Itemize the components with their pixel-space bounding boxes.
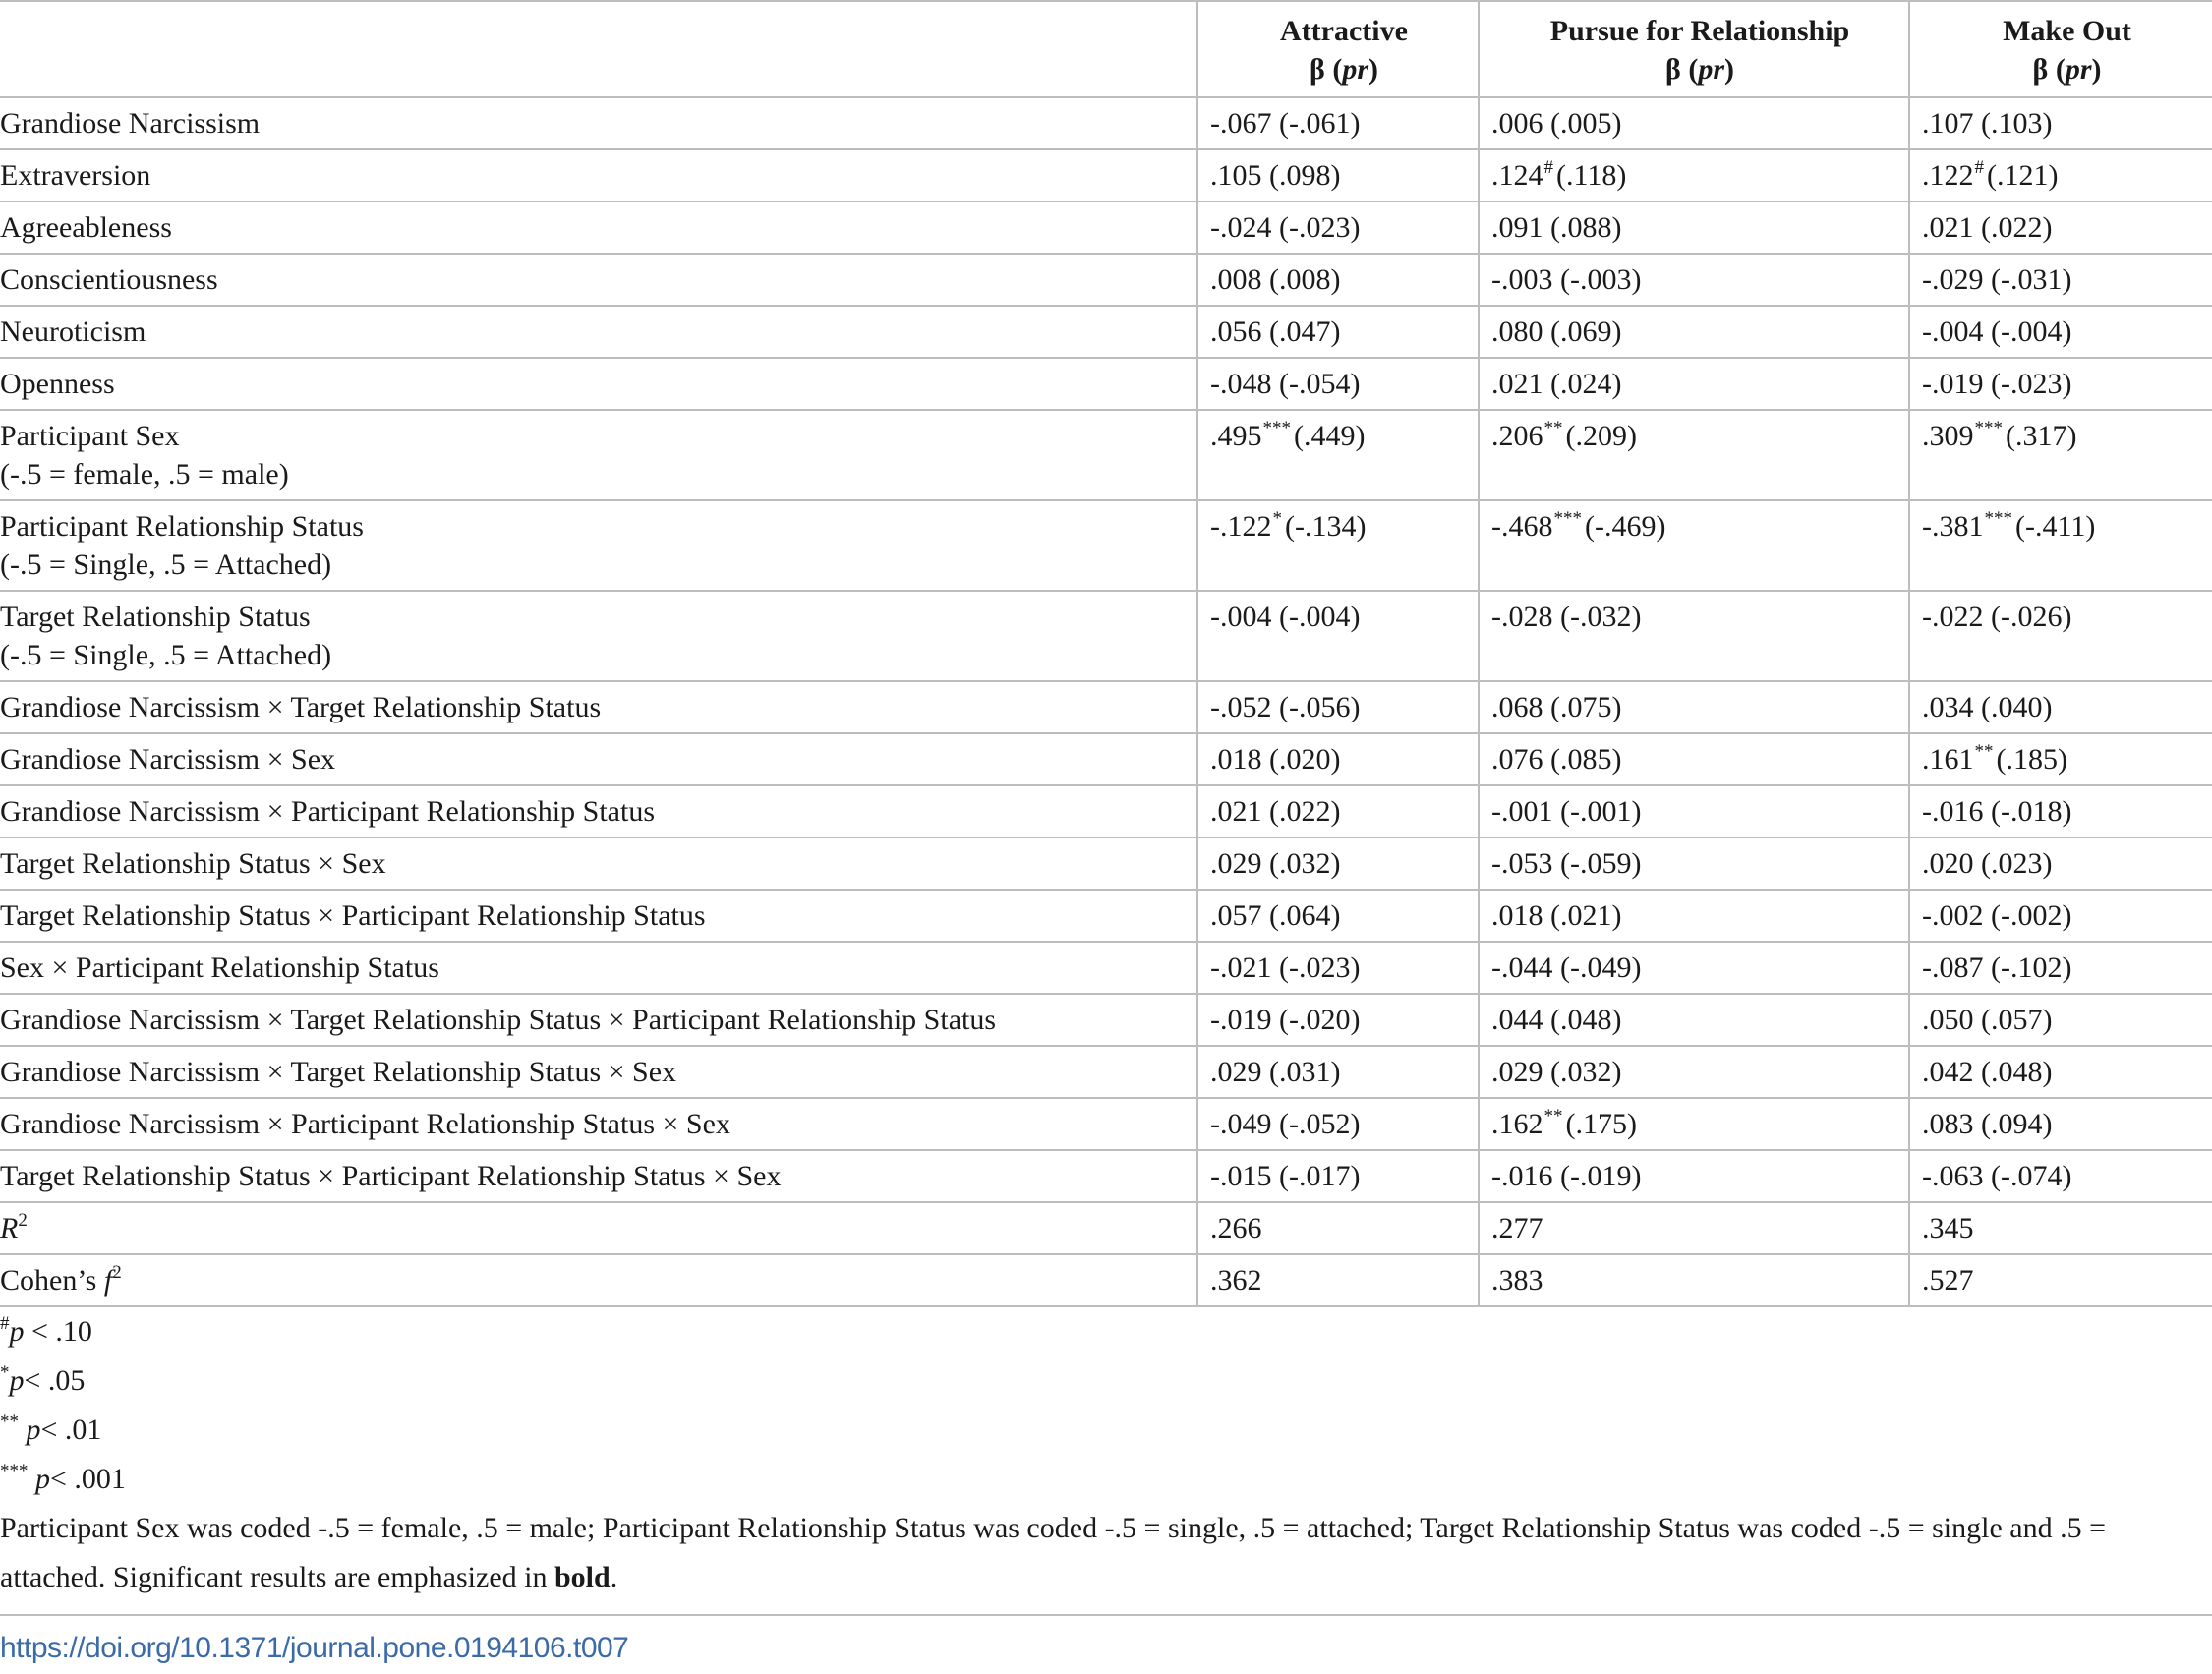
- table-cell: .527: [1909, 1254, 2212, 1306]
- cohens-f2-row: [0, 1254, 2212, 1306]
- stat-paren: pr: [2065, 53, 2092, 86]
- beta-value: .021: [1491, 368, 1543, 400]
- r2-superscript: 2: [18, 1210, 28, 1231]
- partial-r-value: (-.002): [1991, 899, 2072, 932]
- partial-r-value: (-.023): [1279, 211, 1361, 244]
- beta-value: -.004: [1922, 316, 1984, 348]
- footer-divider: [0, 1614, 2212, 1616]
- threshold-text: < .05: [24, 1364, 86, 1397]
- beta-value: .018: [1210, 743, 1262, 776]
- table-row: [0, 994, 2212, 1046]
- column-stat: β (pr): [1310, 53, 1378, 86]
- table-cell: [1479, 1046, 1909, 1098]
- doi-link[interactable]: https://doi.org/10.1371/journal.pone.0194106.t007: [0, 1632, 629, 1664]
- table-cell: [1909, 358, 2212, 410]
- beta-value: .107: [1922, 107, 1974, 140]
- column-header-make-out: [1909, 1, 2212, 97]
- significance-marker: **: [1543, 418, 1563, 438]
- table-cell: [1909, 890, 2212, 942]
- partial-r-value: (.024): [1550, 368, 1622, 400]
- partial-r-value: (.103): [1981, 107, 2053, 140]
- significance-marker: ***: [1262, 418, 1291, 438]
- row-label-text: Grandiose Narcissism: [0, 107, 261, 140]
- table-cell: [1197, 591, 1479, 681]
- header-row: [0, 1, 2212, 97]
- table-cell: [1479, 733, 1909, 785]
- p-symbol: p: [9, 1315, 25, 1348]
- threshold-text: < .10: [24, 1315, 92, 1348]
- row-label-text: Grandiose Narcissism × Sex: [0, 743, 336, 776]
- beta-value: -.019: [1922, 368, 1984, 400]
- beta-value: -.016: [1922, 795, 1984, 828]
- row-label: [0, 202, 1197, 254]
- table-row: [0, 254, 2212, 306]
- partial-r-value: (-.049): [1560, 952, 1642, 984]
- table-cell: [1909, 202, 2212, 254]
- header-corner: [0, 1, 1197, 97]
- row-sublabel: (-.5 = Single, .5 = Attached): [0, 639, 332, 671]
- beta-value: -.001: [1491, 795, 1553, 828]
- row-label: [0, 1046, 1197, 1098]
- table-cell: [1909, 1098, 2212, 1150]
- partial-r-value: (-.019): [1560, 1160, 1642, 1192]
- partial-r-value: (-.004): [1991, 316, 2072, 348]
- row-label-text: Conscientiousness: [0, 263, 218, 296]
- beta-value: .018: [1491, 899, 1543, 932]
- table-row: [0, 591, 2212, 681]
- beta-value: .124: [1491, 159, 1543, 192]
- beta-value: .057: [1210, 899, 1262, 932]
- table-cell: .277: [1479, 1202, 1909, 1254]
- significance-marker: #: [1543, 157, 1553, 178]
- significance-marker: *: [1272, 508, 1282, 529]
- significance-marker: ***: [1984, 508, 2012, 529]
- row-label: [0, 591, 1197, 681]
- note-marker: **: [0, 1412, 19, 1432]
- row-label: [0, 681, 1197, 733]
- stat-symbol: β: [1310, 53, 1325, 86]
- partial-r-value: (.175): [1565, 1108, 1637, 1140]
- row-sublabel: (-.5 = Single, .5 = Attached): [0, 548, 332, 581]
- p-symbol: p: [9, 1364, 25, 1397]
- table-cell: [1197, 149, 1479, 202]
- row-label: [0, 1098, 1197, 1150]
- row-label: [0, 942, 1197, 994]
- table-cell: [1479, 890, 1909, 942]
- table-cell: [1197, 994, 1479, 1046]
- beta-value: -.053: [1491, 847, 1553, 880]
- coding-text: Participant Sex was coded -.5 = female, .5 = male; Participant Relationship Status was coded -.5 = single, .5 = attached; Target Relationship Status was coded -.5 = single and .5 = attached. Significant results are emphasized in: [0, 1512, 2107, 1593]
- row-label-text: Grandiose Narcissism × Participant Relationship Status: [0, 795, 655, 828]
- note-marker: #: [0, 1313, 10, 1334]
- partial-r-value: (.047): [1269, 316, 1341, 348]
- table-cell: [1479, 97, 1909, 149]
- beta-value: .029: [1491, 1056, 1543, 1088]
- partial-r-value: (.069): [1550, 316, 1622, 348]
- partial-r-value: (-.026): [1991, 601, 2072, 633]
- partial-r-value: (.032): [1550, 1056, 1622, 1088]
- beta-value: -.468: [1491, 510, 1553, 543]
- partial-r-value: (.031): [1269, 1056, 1341, 1088]
- row-label-text: Grandiose Narcissism × Participant Relationship Status × Sex: [0, 1108, 730, 1140]
- table-cell: [1479, 785, 1909, 837]
- partial-r-value: (-.411): [2015, 510, 2096, 543]
- row-sublabel: (-.5 = female, .5 = male): [0, 458, 289, 491]
- row-label: [0, 1150, 1197, 1202]
- beta-value: .162: [1491, 1108, 1543, 1140]
- table-cell: [1197, 97, 1479, 149]
- table-cell: [1479, 681, 1909, 733]
- partial-r-value: (.121): [1987, 159, 2059, 192]
- partial-r-value: (.021): [1550, 899, 1622, 932]
- beta-value: .050: [1922, 1004, 1974, 1036]
- row-label-text: Neuroticism: [0, 316, 146, 348]
- table-cell: [1479, 149, 1909, 202]
- table-cell: [1197, 1098, 1479, 1150]
- table-cell: [1909, 733, 2212, 785]
- partial-r-value: (.005): [1550, 107, 1622, 140]
- beta-value: .161: [1922, 743, 1974, 776]
- table-row: [0, 306, 2212, 358]
- table-cell: [1479, 837, 1909, 890]
- r2-symbol: R: [0, 1212, 19, 1244]
- partial-r-value: (-.134): [1285, 510, 1367, 543]
- partial-r-value: (-.074): [1991, 1160, 2072, 1192]
- partial-r-value: (-.020): [1279, 1004, 1361, 1036]
- row-label-text: Target Relationship Status × Participant Relationship Status: [0, 899, 706, 932]
- table-cell: .362: [1197, 1254, 1479, 1306]
- p-symbol: p: [28, 1463, 50, 1495]
- table-cell: [1909, 500, 2212, 591]
- table-row: [0, 149, 2212, 202]
- beta-value: -.028: [1491, 601, 1553, 633]
- table-row: [0, 942, 2212, 994]
- table-row: [0, 785, 2212, 837]
- table-cell: [1197, 785, 1479, 837]
- table-cell: [1197, 1046, 1479, 1098]
- significance-marker: ***: [1974, 418, 2003, 438]
- beta-value: -.015: [1210, 1160, 1272, 1192]
- table-row: [0, 97, 2212, 149]
- table-cell: [1479, 942, 1909, 994]
- column-title: Pursue for Relationship: [1549, 15, 1850, 47]
- beta-value: -.052: [1210, 691, 1272, 723]
- partial-r-value: (.048): [1981, 1056, 2053, 1088]
- table-cell: [1197, 254, 1479, 306]
- table-cell: [1479, 1150, 1909, 1202]
- partial-r-value: (.449): [1294, 420, 1366, 452]
- table-cell: [1909, 1150, 2212, 1202]
- p-symbol: p: [19, 1414, 41, 1446]
- partial-r-value: (-.001): [1560, 795, 1642, 828]
- row-label: [0, 149, 1197, 202]
- table-cell: [1909, 149, 2212, 202]
- table-cell: [1479, 410, 1909, 500]
- table-row: [0, 500, 2212, 591]
- row-label: [0, 837, 1197, 890]
- table-cell: [1197, 1150, 1479, 1202]
- table-cell: [1909, 306, 2212, 358]
- beta-value: -.024: [1210, 211, 1272, 244]
- table-cell: [1479, 254, 1909, 306]
- beta-value: -.019: [1210, 1004, 1272, 1036]
- row-label-text: Grandiose Narcissism × Target Relationship Status: [0, 691, 602, 723]
- partial-r-value: (.022): [1981, 211, 2053, 244]
- beta-value: -.087: [1922, 952, 1984, 984]
- partial-r-value: (-.032): [1560, 601, 1642, 633]
- column-stat: β (pr): [2032, 53, 2102, 86]
- partial-r-value: (-.052): [1279, 1108, 1361, 1140]
- row-label-text: Target Relationship Status × Sex: [0, 847, 386, 880]
- beta-value: .008: [1210, 263, 1262, 296]
- partial-r-value: (.023): [1981, 847, 2053, 880]
- f-symbol: f: [103, 1264, 113, 1297]
- table-cell: [1479, 500, 1909, 591]
- table-header: [0, 1, 2212, 97]
- beta-value: -.381: [1922, 510, 1984, 543]
- table-row: [0, 733, 2212, 785]
- table-row: [0, 1098, 2212, 1150]
- table-cell: [1197, 942, 1479, 994]
- partial-r-value: (-.469): [1585, 510, 1666, 543]
- beta-value: .021: [1922, 211, 1974, 244]
- threshold-text: < .001: [50, 1463, 126, 1495]
- stat-paren: pr: [1698, 53, 1724, 86]
- partial-r-value: (.032): [1269, 847, 1341, 880]
- beta-value: -.002: [1922, 899, 1984, 932]
- table-cell: [1909, 97, 2212, 149]
- beta-value: -.044: [1491, 952, 1553, 984]
- table-cell: [1197, 358, 1479, 410]
- partial-r-value: (-.017): [1279, 1160, 1361, 1192]
- partial-r-value: (.040): [1981, 691, 2053, 723]
- table-cell: [1197, 890, 1479, 942]
- partial-r-value: (-.003): [1560, 263, 1642, 296]
- partial-r-value: (-.054): [1279, 368, 1361, 400]
- partial-r-value: (.008): [1269, 263, 1341, 296]
- note-marker: *: [0, 1362, 10, 1383]
- partial-r-value: (.185): [1996, 743, 2067, 776]
- table-cell: [1197, 681, 1479, 733]
- beta-value: .495: [1210, 420, 1262, 452]
- coding-end: .: [610, 1561, 618, 1593]
- table-cell: [1909, 410, 2212, 500]
- partial-r-value: (.022): [1269, 795, 1341, 828]
- row-label: [0, 306, 1197, 358]
- beta-value: -.048: [1210, 368, 1272, 400]
- beta-value: .076: [1491, 743, 1543, 776]
- table-cell: [1479, 591, 1909, 681]
- partial-r-value: (.064): [1269, 899, 1341, 932]
- table-body: [0, 97, 2212, 1306]
- row-label: [0, 890, 1197, 942]
- partial-r-value: (-.059): [1560, 847, 1642, 880]
- beta-value: .042: [1922, 1056, 1974, 1088]
- partial-r-value: (-.023): [1279, 952, 1361, 984]
- coding-note: [0, 1504, 2202, 1602]
- column-stat: β (pr): [1665, 53, 1734, 86]
- row-label-text: Openness: [0, 368, 115, 400]
- beta-value: .021: [1210, 795, 1262, 828]
- row-label: [0, 1202, 1197, 1254]
- row-label: [0, 358, 1197, 410]
- partial-r-value: (.020): [1269, 743, 1341, 776]
- partial-r-value: (-.031): [1991, 263, 2072, 296]
- beta-value: .105: [1210, 159, 1262, 192]
- partial-r-value: (-.023): [1991, 368, 2072, 400]
- partial-r-value: (.057): [1981, 1004, 2053, 1036]
- table-cell: [1909, 837, 2212, 890]
- row-label-text: Agreeableness: [0, 211, 172, 244]
- row-label-text: Sex × Participant Relationship Status: [0, 952, 439, 984]
- table-cell: [1909, 681, 2212, 733]
- table-row: [0, 1046, 2212, 1098]
- significance-note: [0, 1455, 2212, 1504]
- beta-value: .206: [1491, 420, 1543, 452]
- beta-value: -.004: [1210, 601, 1272, 633]
- partial-r-value: (-.102): [1991, 952, 2072, 984]
- partial-r-value: (.209): [1565, 420, 1637, 452]
- significance-note: [0, 1406, 2212, 1455]
- cohens-label: Cohen’s: [0, 1264, 104, 1297]
- partial-r-value: (.085): [1550, 743, 1622, 776]
- beta-value: .056: [1210, 316, 1262, 348]
- table-cell: [1197, 410, 1479, 500]
- row-label: [0, 785, 1197, 837]
- row-label-text: Grandiose Narcissism × Target Relationship Status × Participant Relationship Status: [0, 1004, 997, 1036]
- column-header-pursue: [1479, 1, 1909, 97]
- row-label: [0, 733, 1197, 785]
- note-marker: ***: [0, 1461, 29, 1481]
- table-cell: [1909, 591, 2212, 681]
- table-cell: [1909, 994, 2212, 1046]
- beta-value: .029: [1210, 847, 1262, 880]
- row-label: [0, 97, 1197, 149]
- row-label-text: Grandiose Narcissism × Target Relationship Status × Sex: [0, 1056, 677, 1088]
- beta-value: -.122: [1210, 510, 1272, 543]
- partial-r-value: (.118): [1556, 159, 1627, 192]
- table-row: [0, 837, 2212, 890]
- partial-r-value: (.048): [1550, 1004, 1622, 1036]
- column-title: Make Out: [2003, 15, 2131, 47]
- table-cell: [1909, 942, 2212, 994]
- significance-note: [0, 1357, 2212, 1406]
- partial-r-value: (-.056): [1279, 691, 1361, 723]
- table-cell: [1909, 1046, 2212, 1098]
- stat-symbol: β: [1665, 53, 1681, 86]
- table-cell: .383: [1479, 1254, 1909, 1306]
- beta-value: .044: [1491, 1004, 1543, 1036]
- table-cell: [1479, 1098, 1909, 1150]
- f2-superscript: 2: [112, 1262, 122, 1283]
- significance-marker: ***: [1553, 508, 1582, 529]
- beta-value: .068: [1491, 691, 1543, 723]
- table-row: [0, 410, 2212, 500]
- beta-value: -.022: [1922, 601, 1984, 633]
- significance-marker: **: [1974, 741, 1994, 762]
- beta-value: -.049: [1210, 1108, 1272, 1140]
- table-cell: [1197, 837, 1479, 890]
- beta-value: -.003: [1491, 263, 1553, 296]
- row-label: [0, 994, 1197, 1046]
- beta-value: .083: [1922, 1108, 1974, 1140]
- beta-value: .006: [1491, 107, 1543, 140]
- table-cell: [1197, 500, 1479, 591]
- partial-r-value: (.098): [1269, 159, 1341, 192]
- partial-r-value: (.088): [1550, 211, 1622, 244]
- table-row: [0, 1150, 2212, 1202]
- partial-r-value: (-.018): [1991, 795, 2072, 828]
- coding-bold: bold: [553, 1561, 611, 1593]
- partial-r-value: (.094): [1981, 1108, 2053, 1140]
- row-label-text: Participant Relationship Status: [0, 510, 364, 543]
- threshold-text: < .01: [40, 1414, 102, 1446]
- significance-marker: #: [1974, 157, 1984, 178]
- beta-value: -.016: [1491, 1160, 1553, 1192]
- row-label-text: Extraversion: [0, 159, 151, 192]
- table-cell: [1909, 254, 2212, 306]
- significance-note: [0, 1307, 2212, 1357]
- beta-value: .080: [1491, 316, 1543, 348]
- table-cell: .345: [1909, 1202, 2212, 1254]
- beta-value: .309: [1922, 420, 1974, 452]
- table-cell: [1479, 358, 1909, 410]
- partial-r-value: (.075): [1550, 691, 1622, 723]
- table-cell: [1197, 733, 1479, 785]
- beta-value: -.021: [1210, 952, 1272, 984]
- beta-value: .020: [1922, 847, 1974, 880]
- beta-value: -.063: [1922, 1160, 1984, 1192]
- table-cell: .266: [1197, 1202, 1479, 1254]
- stat-symbol: β: [2032, 53, 2049, 86]
- row-label-text: Target Relationship Status: [0, 601, 311, 633]
- table-cell: [1197, 306, 1479, 358]
- row-label: [0, 410, 1197, 500]
- r-squared-row: [0, 1202, 2212, 1254]
- table-row: [0, 681, 2212, 733]
- row-label: [0, 500, 1197, 591]
- beta-value: .091: [1491, 211, 1543, 244]
- beta-value: .034: [1922, 691, 1974, 723]
- beta-value: -.067: [1210, 107, 1272, 140]
- table-notes: [0, 1307, 2212, 1602]
- table-row: [0, 890, 2212, 942]
- table-cell: [1479, 994, 1909, 1046]
- column-title: Attractive: [1280, 15, 1408, 47]
- beta-value: .122: [1922, 159, 1974, 192]
- table-cell: [1909, 785, 2212, 837]
- partial-r-value: (-.004): [1279, 601, 1361, 633]
- beta-value: .029: [1210, 1056, 1262, 1088]
- row-label-text: Target Relationship Status × Participant Relationship Status × Sex: [0, 1160, 782, 1192]
- column-header-attractive: [1197, 1, 1479, 97]
- stat-paren: pr: [1342, 53, 1368, 86]
- row-label: [0, 254, 1197, 306]
- table-cell: [1479, 202, 1909, 254]
- partial-r-value: (-.061): [1279, 107, 1361, 140]
- partial-r-value: (.317): [2006, 420, 2077, 452]
- table-cell: [1197, 202, 1479, 254]
- table-cell: [1479, 306, 1909, 358]
- table-row: [0, 358, 2212, 410]
- beta-value: -.029: [1922, 263, 1984, 296]
- significance-marker: **: [1543, 1106, 1563, 1126]
- row-label: [0, 1254, 1197, 1306]
- row-label-text: Participant Sex: [0, 420, 180, 452]
- table-row: [0, 202, 2212, 254]
